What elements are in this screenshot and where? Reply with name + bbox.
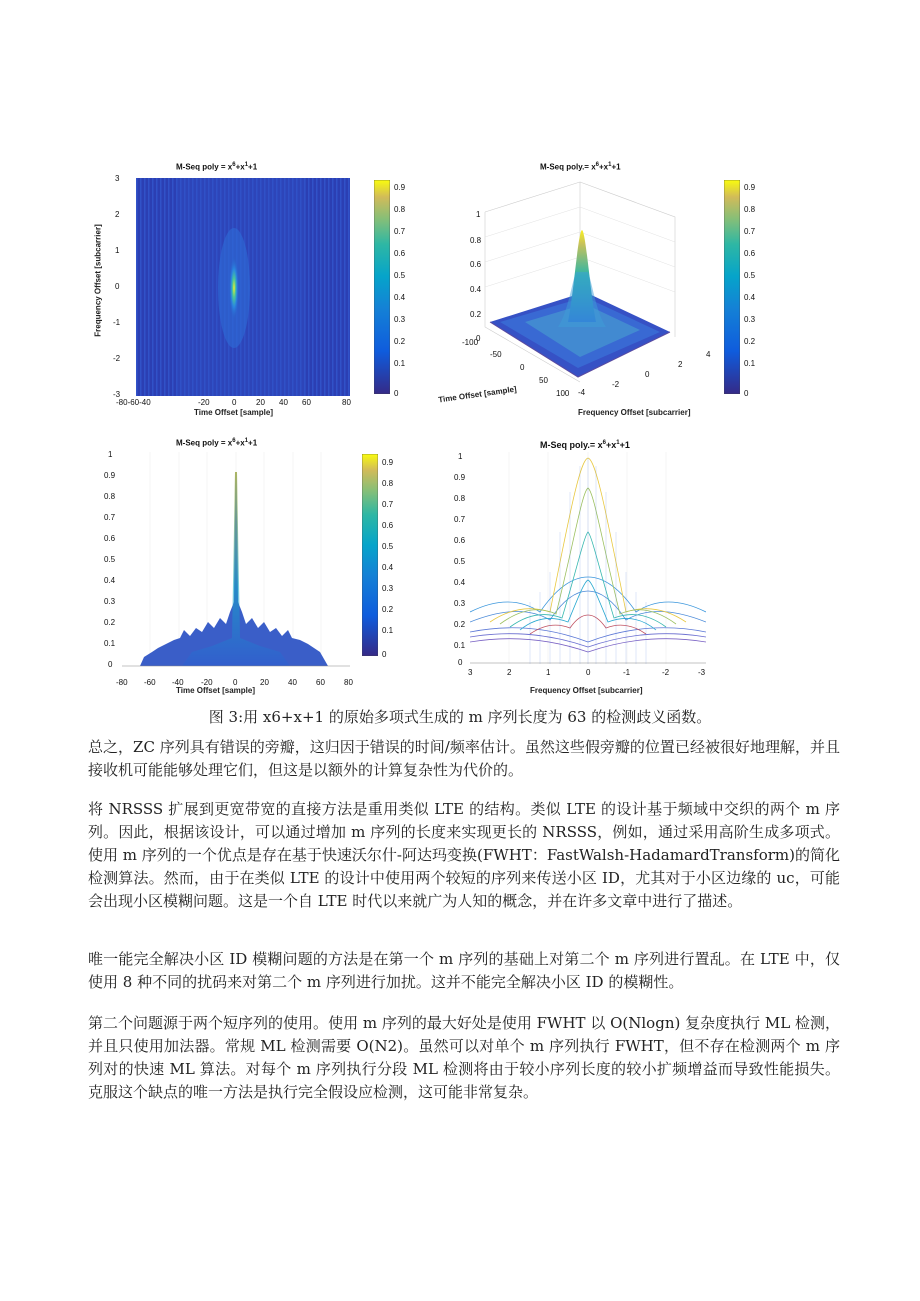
- paragraph: 总之，ZC 序列具有错误的旁瓣，这归因于错误的时间/频率估计。虽然这些假旁瓣的位置已经被很好地理解，并且接收机可能能够处理它们，但这是以额外的计算复杂性为代价的。: [88, 738, 840, 779]
- panel4-xtick: -2: [662, 668, 670, 677]
- panel3-cbar-tick: 0.8: [382, 479, 394, 488]
- panel3-ytick: 0.7: [104, 513, 116, 522]
- panel3-ytick: 1: [108, 450, 113, 459]
- panel2-ztick: 0.2: [470, 310, 482, 319]
- panel2-ylabel: Frequency Offset [subcarrier]: [578, 408, 691, 417]
- panel4-xtick: 2: [507, 668, 512, 677]
- panel3-xtick: -60: [144, 678, 156, 687]
- panel2-time-tick: 50: [539, 376, 548, 385]
- panel1-cbar-tick: 0.4: [394, 293, 406, 302]
- figure-caption: 图 3:用 x6+x+1 的原始多项式生成的 m 序列长度为 63 的检测歧义函数。: [208, 708, 712, 726]
- panel1-ytick: 2: [115, 210, 120, 219]
- panel4-ytick: 0.3: [454, 599, 466, 608]
- panel1-cbar-tick: 0.8: [394, 205, 406, 214]
- panel1-ytick: -1: [113, 318, 121, 327]
- panel1-xtick: 20: [256, 398, 265, 407]
- panel2-ztick: 1: [476, 210, 481, 219]
- panel1-cbar-tick: 0.6: [394, 249, 406, 258]
- panel4-ytick: 0.2: [454, 620, 466, 629]
- panel4-ytick: 1: [458, 452, 463, 461]
- panel2-cbar-tick: 0.8: [744, 205, 756, 214]
- panel3-xtick: 0: [233, 678, 238, 687]
- panel3-xtick: 80: [344, 678, 353, 687]
- panel2-time-tick: 100: [556, 389, 570, 398]
- panel2-ztick: 0: [476, 334, 481, 343]
- panel1-cbar-tick: 0: [394, 389, 399, 398]
- panel3-ytick: 0.5: [104, 555, 116, 564]
- panel1-cbar-tick: 0.5: [394, 271, 406, 280]
- panel4-ytick: 0.1: [454, 641, 466, 650]
- panel1-cbar-tick: 0.1: [394, 359, 406, 368]
- panel4-frequency-profile: [470, 452, 706, 664]
- panel3-xtick: 60: [316, 678, 325, 687]
- panel3-cbar-tick: 0.7: [382, 500, 394, 509]
- panel2-cbar-tick: 0.6: [744, 249, 756, 258]
- paragraph: 唯一能完全解决小区 ID 模糊问题的方法是在第一个 m 序列的基础上对第二个 m 序列进行置乱。在 LTE 中，仅使用 8 种不同的扰码来对第二个 m 序列进行加扰。这并不能完全解决小区 ID 的模糊性。: [88, 950, 840, 991]
- panel1-cbar-tick: 0.2: [394, 337, 406, 346]
- panel3-cbar-tick: 0: [382, 650, 387, 659]
- panel2-freq-tick: 4: [706, 350, 711, 359]
- panel3-ytick: 0.4: [104, 576, 116, 585]
- panel4-ytick: 0.4: [454, 578, 466, 587]
- panel2-ztick: 0.6: [470, 260, 482, 269]
- panel2-time-tick: -50: [490, 350, 502, 359]
- panel1-colorbar: [374, 180, 390, 394]
- panel1-xtick: 60: [302, 398, 311, 407]
- panel3-cbar-tick: 0.9: [382, 458, 394, 467]
- panel2-cbar-tick: 0.3: [744, 315, 756, 324]
- panel1-ylabel: Frequency Offset [subcarrier]: [93, 224, 103, 337]
- panel1-xtick: 0: [232, 398, 237, 407]
- panel3-ytick: 0.6: [104, 534, 116, 543]
- panel2-colorbar: [724, 180, 740, 394]
- panel3-xtick: -80: [116, 678, 128, 687]
- panel2-freq-tick: -4: [578, 388, 586, 397]
- panel3-ytick: 0.9: [104, 471, 116, 480]
- panel4-ytick: 0.6: [454, 536, 466, 545]
- panel2-cbar-tick: 0.5: [744, 271, 756, 280]
- panel1-ytick: -3: [113, 390, 121, 399]
- panel3-title: M-Seq poly = $x^6+x^1+1$: [176, 438, 258, 448]
- panel3-cbar-tick: 0.4: [382, 563, 394, 572]
- panel3-colorbar: [362, 454, 378, 656]
- panel2-cbar-tick: 0.4: [744, 293, 756, 302]
- panel2-time-tick: 0: [520, 363, 525, 372]
- panel2-ztick: 0.4: [470, 285, 482, 294]
- paragraph: 将 NRSSS 扩展到更宽带宽的直接方法是重用类似 LTE 的结构。类似 LTE 的设计基于频域中交织的两个 m 序列。因此，根据该设计，可以通过增加 m 序列的长度来实现更长的 NRSSS，例如，通过采用高阶生成多项式。使用 m 序列的一个优点是存在基于快速沃尔什-阿达玛变换(FWHT：FastWalsh-HadamardTransform)的简化检测算法。然而，由于在类似 LTE 的设计中使用两个较短的序列来传送小区 ID，尤其对于小区边缘的 uc，可能会出现小区模糊问题。这是一个自 LTE 时代以来就广为人知的概念，并在许多文章中进行了描述。: [88, 800, 840, 910]
- panel1-xtick: -20: [198, 398, 210, 407]
- panel2-cbar-tick: 0.1: [744, 359, 756, 368]
- panel1-cbar-tick: 0.9: [394, 183, 406, 192]
- panel1-xlabel: Time Offset [sample]: [194, 408, 273, 417]
- panel3-cbar-tick: 0.2: [382, 605, 394, 614]
- panel2-xlabel: Time Offset [sample]: [437, 384, 518, 405]
- panel2-ztick: 0.8: [470, 236, 482, 245]
- panel4-xtick: -1: [623, 668, 631, 677]
- panel2-freq-tick: -2: [612, 380, 620, 389]
- panel2-title: M-Seq poly.= $x^6+x^1+1$: [540, 162, 621, 172]
- panel1-heatmap: [136, 178, 350, 396]
- panel1-cbar-tick: 0.7: [394, 227, 406, 236]
- panel1-ytick: 3: [115, 174, 120, 183]
- panel1-ytick: -2: [113, 354, 121, 363]
- panel3-ytick: 0: [108, 660, 113, 669]
- ambiguity-function-figure: [0, 150, 920, 710]
- panel3-cbar-tick: 0.3: [382, 584, 394, 593]
- panel3-cbar-tick: 0.5: [382, 542, 394, 551]
- panel2-cbar-tick: 0.2: [744, 337, 756, 346]
- panel3-ytick: 0.2: [104, 618, 116, 627]
- panel4-xlabel: Frequency Offset [subcarrier]: [530, 686, 643, 695]
- panel3-ytick: 0.1: [104, 639, 116, 648]
- panel1-ytick: 1: [115, 246, 120, 255]
- panel1-cbar-tick: 0.3: [394, 315, 406, 324]
- panel4-xtick: 3: [468, 668, 473, 677]
- panel4-ytick: 0.5: [454, 557, 466, 566]
- panel2-time-tick: -100: [462, 338, 479, 347]
- panel2-freq-tick: 2: [678, 360, 683, 369]
- panel3-cbar-tick: 0.1: [382, 626, 394, 635]
- panel4-title: M-Seq poly.= $x^6+x^1+1$: [540, 440, 630, 450]
- panel2-cbar-tick: 0.9: [744, 183, 756, 192]
- panel4-ytick: 0.8: [454, 494, 466, 503]
- panel1-xtick: -80-60-40: [116, 398, 151, 407]
- panel3-xtick: -40: [172, 678, 184, 687]
- panel3-xlabel: Time Offset [sample]: [176, 686, 255, 695]
- panel3-ytick: 0.3: [104, 597, 116, 606]
- panel1-xtick: 80: [342, 398, 351, 407]
- panel4-xtick: -3: [698, 668, 706, 677]
- panel4-xtick: 1: [546, 668, 551, 677]
- panel1-title: M-Seq poly = $x^6+x^1+1$: [176, 162, 258, 172]
- paragraph: 第二个问题源于两个短序列的使用。使用 m 序列的最大好处是使用 FWHT 以 O(Nlogn) 复杂度执行 ML 检测，并且只使用加法器。常规 ML 检测需要 O(N2)。虽然可以对单个 m 序列执行 FWHT，但不存在检测两个 m 序列对的快速 ML 算法。对每个 m 序列执行分段 ML 检测将由于较小序列长度的较小扩频增益而导致性能损失。克服这个缺点的唯一方法是执行完全假设应检测，这可能非常复杂。: [88, 1014, 840, 1101]
- panel3-xtick: 40: [288, 678, 297, 687]
- panel4-ytick: 0: [458, 658, 463, 667]
- panel3-cbar-tick: 0.6: [382, 521, 394, 530]
- panel3-ytick: 0.8: [104, 492, 116, 501]
- panel3-time-profile: [122, 452, 350, 676]
- panel3-xtick: -20: [201, 678, 213, 687]
- panel4-ytick: 0.7: [454, 515, 466, 524]
- panel2-cbar-tick: 0: [744, 389, 749, 398]
- panel2-freq-tick: 0: [645, 370, 650, 379]
- panel3-xtick: 20: [260, 678, 269, 687]
- panel1-ytick: 0: [115, 282, 120, 291]
- panel1-xtick: 40: [279, 398, 288, 407]
- panel4-xtick: 0: [586, 668, 591, 677]
- panel2-cbar-tick: 0.7: [744, 227, 756, 236]
- panel4-ytick: 0.9: [454, 473, 466, 482]
